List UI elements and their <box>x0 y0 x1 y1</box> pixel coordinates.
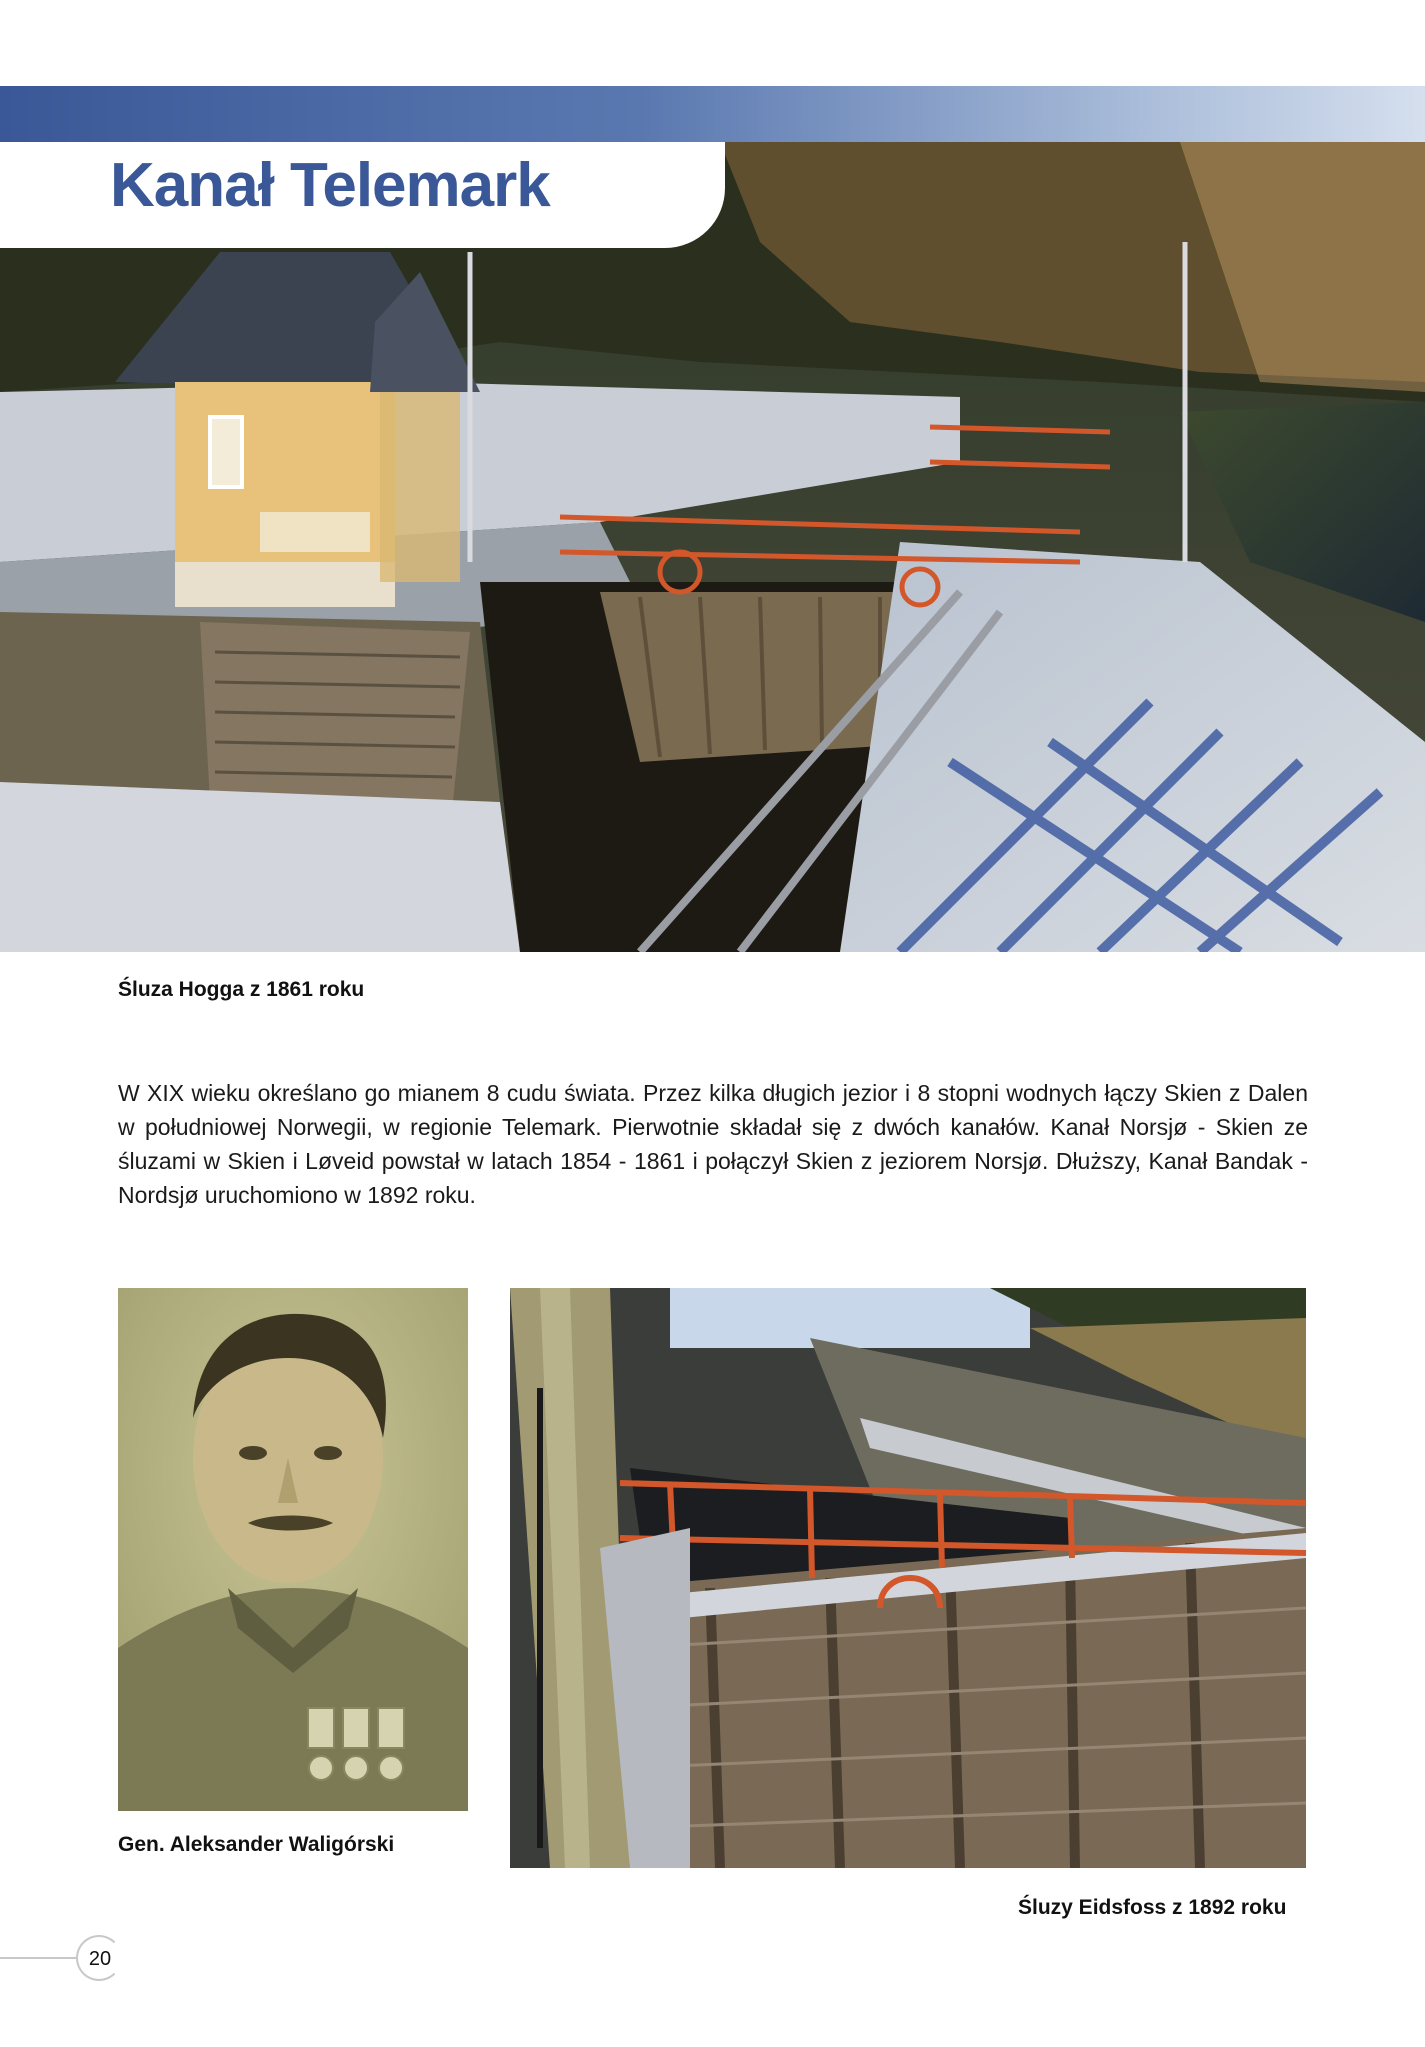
header-gradient-band <box>0 86 1425 142</box>
page-number: 20 <box>88 1948 112 1970</box>
hero-caption: Śluza Hogga z 1861 roku <box>118 978 365 1001</box>
portrait-caption: Gen. Aleksander Waligórski <box>118 1833 395 1856</box>
page-number-line <box>0 1957 78 1959</box>
page-title: Kanał Telemark <box>110 151 550 220</box>
eidsfoss-lock-photo <box>510 1288 1306 1868</box>
portrait-photo <box>118 1288 468 1811</box>
body-paragraph: W XIX wieku określano go mianem 8 cudu świata. Przez kilka długich jezior i 8 stopni wodnych łączy Skien z Dalen w południowej Norwegii, w regionie Telemark. Pierwotnie składał się z dwóch kanałów. Kanał Norsjø - Skien ze śluzami w Skien i Løveid powstał w latach 1854 - 1861 i połączył Skien z jeziorem Norsjø. Dłuższy, Kanał Bandak - Nordsjø uruchomiono w 1892 roku. <box>118 1080 1308 1208</box>
hero-photo-hogga-lock <box>0 142 1425 952</box>
lock-caption: Śluzy Eidsfoss z 1892 roku <box>1018 1896 1287 1919</box>
